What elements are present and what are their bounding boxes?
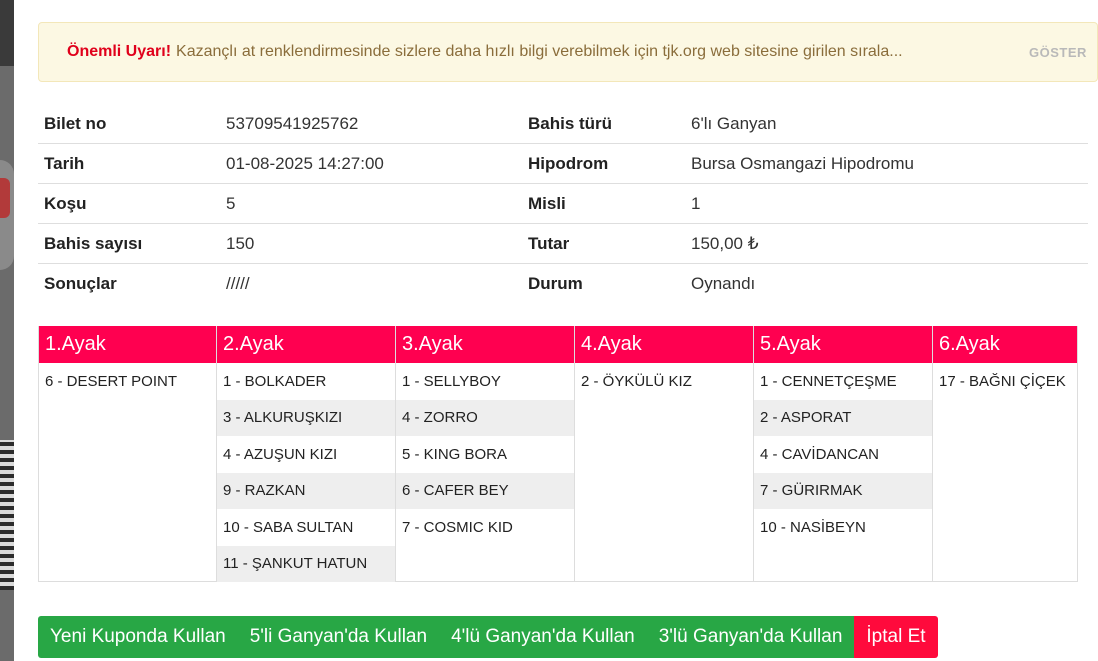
- leg-horse-item: 1 - SELLYBOY: [402, 372, 501, 390]
- leg-horse-item: 17 - BAĞNI ÇİÇEK: [939, 372, 1066, 390]
- use-in-new-coupon-button[interactable]: Yeni Kuponda Kullan: [38, 616, 238, 658]
- info-label: Tutar: [528, 233, 570, 253]
- leg-horse-item: 5 - KING BORA: [402, 445, 508, 463]
- backdrop-top: [0, 0, 14, 66]
- leg-column-6: [933, 326, 1078, 582]
- info-row: [38, 224, 1088, 264]
- info-value: 53709541925762: [226, 113, 359, 133]
- leg-horse-item: 6 - CAFER BEY: [396, 473, 574, 510]
- leg-header: 5.Ayak: [754, 326, 932, 363]
- leg-column-4: [575, 326, 754, 582]
- leg-header: 4.Ayak: [575, 326, 753, 363]
- leg-horse-item: 2 - ÖYKÜLÜ KIZ: [581, 372, 692, 390]
- leg-horse-item: 11 - ŞANKUT HATUN: [217, 546, 395, 583]
- backdrop-qr-code: [0, 440, 14, 590]
- info-row: [38, 104, 1088, 144]
- use-in-4lu-ganyan-button[interactable]: 4'lü Ganyan'da Kullan: [439, 616, 647, 658]
- info-label: Durum: [528, 274, 583, 293]
- info-label: Koşu: [44, 193, 87, 213]
- leg-horse-item: 4 - CAVİDANCAN: [760, 445, 879, 463]
- important-warning-alert: [38, 22, 1098, 82]
- info-value: 01-08-2025 14:27:00: [226, 153, 384, 173]
- alert-title: Önemli Uyarı!: [67, 43, 172, 60]
- info-label: Bahis sayısı: [44, 233, 143, 253]
- info-label: Sonuçlar: [44, 274, 117, 293]
- leg-horse-item: 4 - ZORRO: [396, 400, 574, 437]
- leg-column-5: [754, 326, 933, 582]
- leg-horse-item: 10 - SABA SULTAN: [223, 518, 354, 536]
- cancel-ticket-button[interactable]: İptal Et: [854, 616, 937, 658]
- info-label: Misli: [528, 193, 566, 213]
- leg-horse-item: 7 - GÜRIRMAK: [754, 473, 932, 510]
- race-legs-grid: [38, 326, 1088, 582]
- info-value: Oynandı: [691, 274, 756, 293]
- info-value: Bursa Osmangazi Hipodromu: [691, 153, 914, 173]
- info-label: Hipodrom: [528, 153, 609, 173]
- info-value: 6'lı Ganyan: [691, 113, 777, 133]
- info-value: 150,00 ₺: [691, 233, 759, 253]
- info-label: Bahis türü: [528, 113, 613, 133]
- backdrop-strip: [0, 0, 14, 661]
- leg-header: 2.Ayak: [217, 326, 395, 363]
- info-row: [38, 184, 1088, 224]
- ticket-actions: [38, 616, 938, 658]
- leg-horse-item: 7 - COSMIC KID: [402, 518, 513, 536]
- info-label: Bilet no: [44, 113, 107, 133]
- info-value: 5: [226, 193, 236, 213]
- leg-horse-item: 1 - BOLKADER: [223, 372, 327, 390]
- leg-horse-item: 1 - CENNETÇEŞME: [760, 372, 897, 390]
- leg-header: 3.Ayak: [396, 326, 574, 363]
- leg-horse-item: 9 - RAZKAN: [217, 473, 395, 510]
- info-row: [38, 264, 1088, 304]
- leg-column-1: [38, 326, 217, 582]
- ticket-info-table: [38, 104, 1088, 304]
- leg-header: 6.Ayak: [933, 326, 1077, 363]
- use-in-5li-ganyan-button[interactable]: 5'li Ganyan'da Kullan: [238, 616, 439, 658]
- info-row: [38, 144, 1088, 184]
- leg-horse-item: 3 - ALKURUŞKIZI: [217, 400, 395, 437]
- leg-column-2: [217, 326, 396, 582]
- info-value: 1: [691, 193, 701, 213]
- info-value: /////: [226, 274, 250, 293]
- info-value: 150: [226, 233, 255, 253]
- leg-header: 1.Ayak: [39, 326, 216, 363]
- use-in-3lu-ganyan-button[interactable]: 3'lü Ganyan'da Kullan: [647, 616, 855, 658]
- leg-horse-item: 4 - AZUŞUN KIZI: [223, 445, 338, 463]
- leg-horse-item: 6 - DESERT POINT: [45, 372, 177, 390]
- backdrop-emblem: [0, 160, 14, 270]
- leg-column-3: [396, 326, 575, 582]
- info-label: Tarih: [44, 153, 85, 173]
- alert-show-button[interactable]: GÖSTER: [1029, 45, 1087, 60]
- leg-horse-item: 10 - NASİBEYN: [760, 518, 866, 536]
- leg-horse-item: 2 - ASPORAT: [754, 400, 932, 437]
- alert-message: Kazançlı at renklendirmesinde sizlere daha hızlı bilgi verebilmek için tjk.org web sitesine girilen sırala...: [176, 43, 903, 60]
- ticket-detail-panel: [14, 0, 1087, 661]
